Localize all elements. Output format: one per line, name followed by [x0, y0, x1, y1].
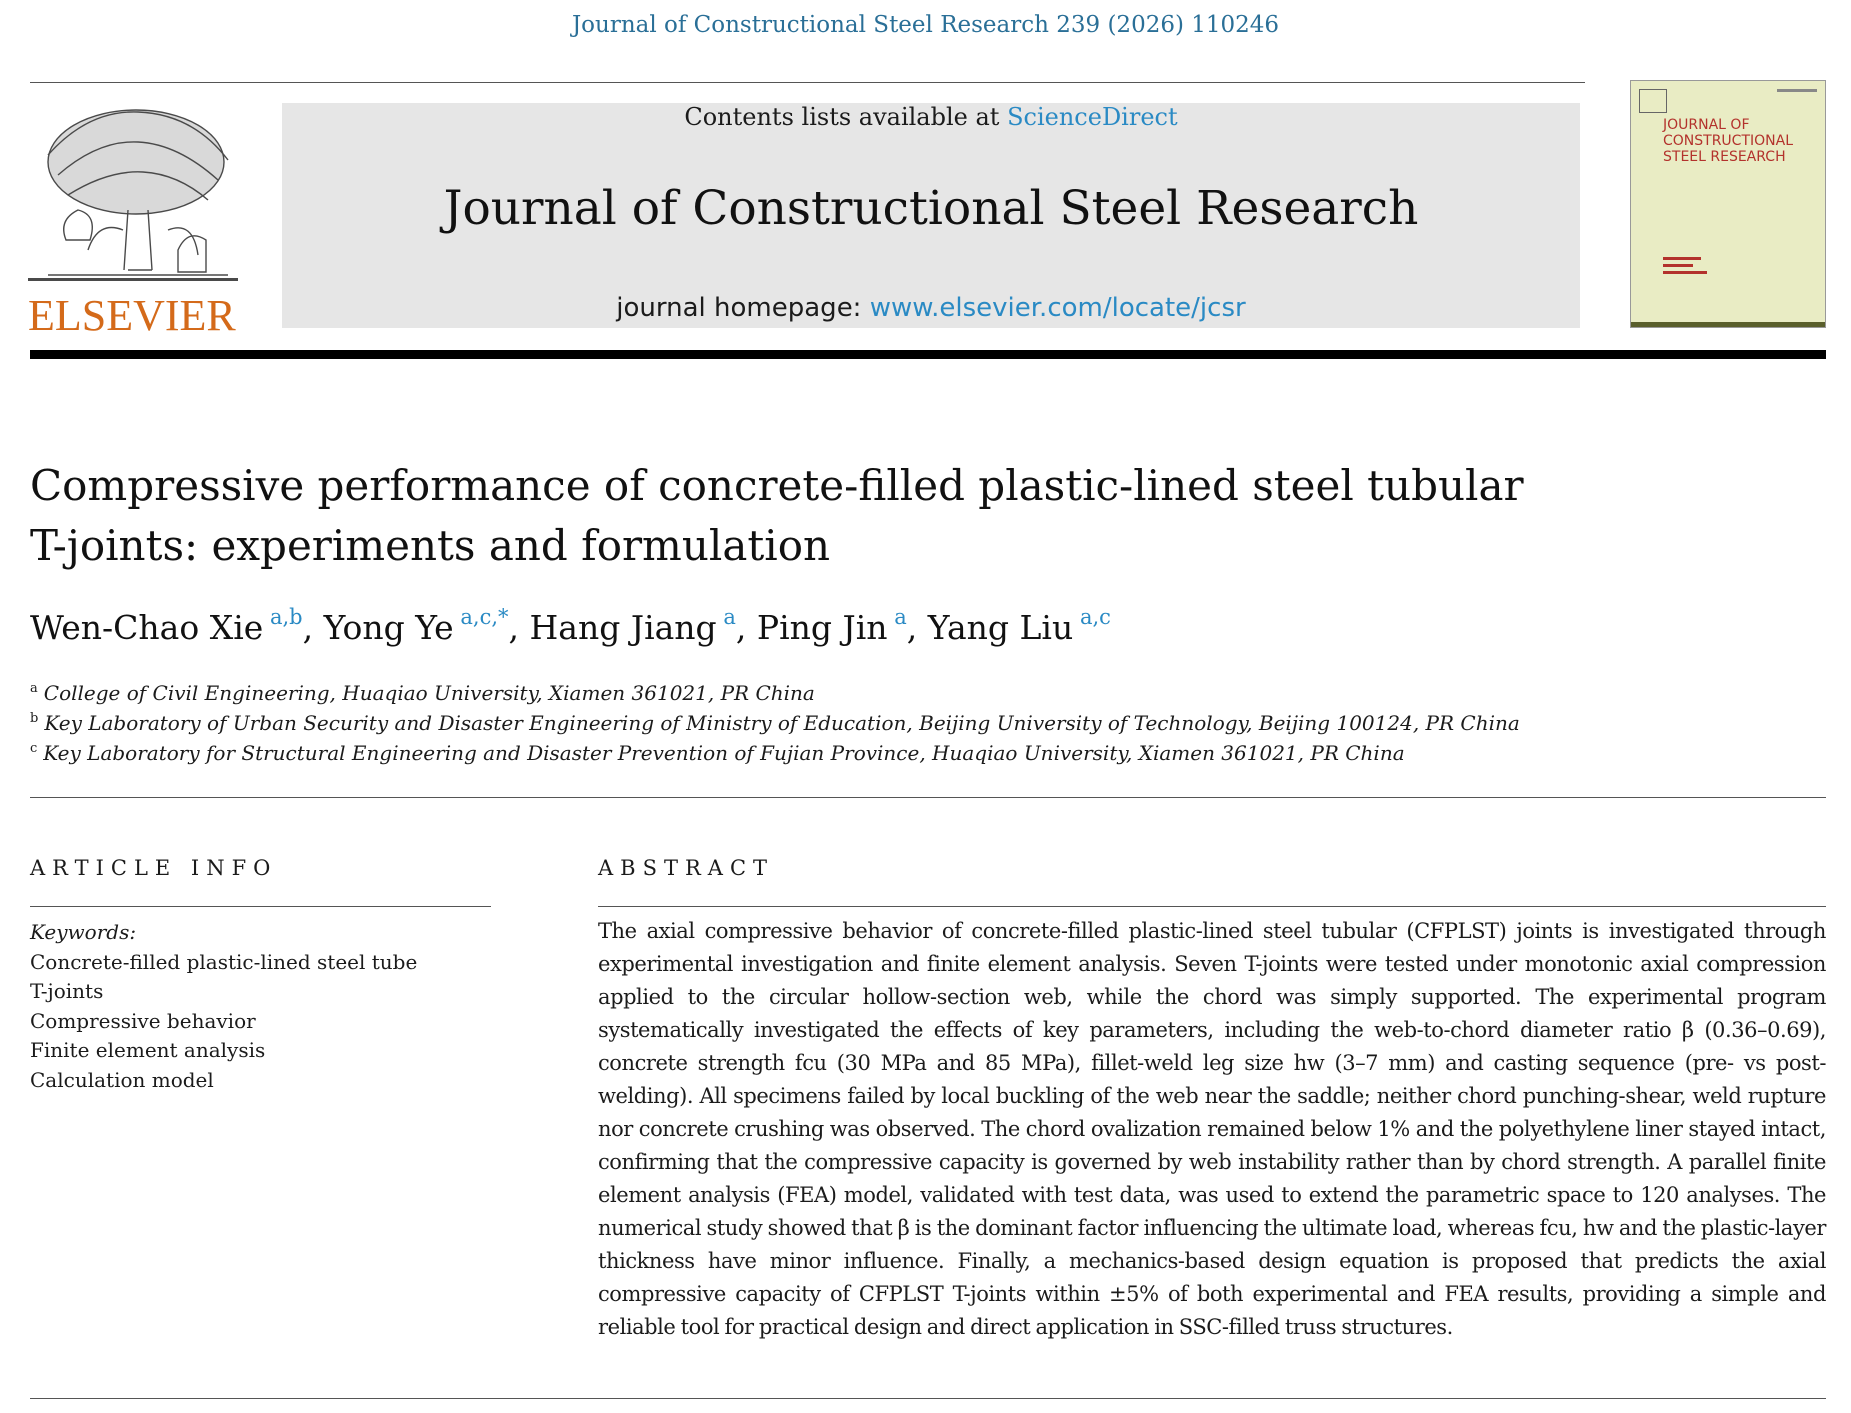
affiliation-text: Key Laboratory for Structural Engineering and Disaster Prevention of Fujian Province, Huaqiao University, Xiamen 361021, PR China	[43, 741, 1405, 765]
article-info-heading: ARTICLE INFO	[30, 856, 278, 880]
abstract-heading: ABSTRACT	[598, 856, 775, 880]
affiliations-divider	[30, 797, 1826, 798]
elsevier-logo[interactable]	[28, 100, 238, 340]
affiliation-mark: b	[30, 711, 39, 726]
article-info-rule	[30, 906, 491, 907]
cover-elsevier-icon	[1639, 89, 1667, 113]
keyword-item[interactable]: T-joints	[30, 979, 104, 1003]
cover-title: JOURNAL OF CONSTRUCTIONAL STEEL RESEARCH	[1663, 117, 1794, 165]
affiliation-mark: a	[30, 681, 38, 696]
journal-title: Journal of Constructional Steel Research	[443, 181, 1419, 236]
author-name[interactable]: Hang Jiang	[529, 608, 717, 647]
keywords-block	[30, 918, 500, 1095]
affiliation-list	[30, 678, 1590, 768]
author-name[interactable]: Wen-Chao Xie	[30, 608, 264, 647]
affiliation-item	[30, 678, 1590, 708]
author-affiliation-marks[interactable]: a,b	[269, 605, 303, 629]
paper-title-line-2: T-joints: experiments and formulation	[30, 521, 831, 570]
contents-prefix: Contents lists available at	[684, 103, 1008, 131]
homepage-prefix: journal homepage:	[616, 293, 870, 323]
abstract-rule	[598, 906, 1826, 907]
keyword-item[interactable]: Concrete-filled plastic-lined steel tube	[30, 949, 418, 974]
keywords-label: Keywords:	[30, 920, 137, 944]
abstract-text: The axial compressive behavior of concrete-filled plastic-lined steel tubular (CFPLST) joints is investigated through experimental investigation and finite element analysis. Seven T-joints were tested under monotonic axial compression applied to the circular hollow-section web, while the chord was simply supported. The experimental program systematically investigated the effects of key parameters, including the web-to-chord diameter ratio β (0.36–0.69), concrete strength fcu (30 MPa and 85 MPa), fillet-weld leg size hw (3–7 mm) and casting sequence (pre- vs post-welding). All specimens failed by local buckling of the web near the saddle; neither chord punching-shear, weld rupture nor concrete crushing was observed. The chord ovalization remained below 1% and the polyethylene liner stayed intact, confirming that the compressive capacity is governed by web instability rather than by chord strength. A parallel finite element analysis (FEA) model, validated with test data, was used to extend the parametric space to 120 analyses. The numerical study showed that β is the dominant factor influencing the ultimate load, whereas fcu, hw and the plastic-layer thickness have minor influence. Finally, a mechanics-based design equation is proposed that predicts the axial compressive capacity of CFPLST T-joints within ±5% of both experimental and FEA results, providing a simple and reliable tool for practical design and direct application in SSC-filled truss structures.	[598, 919, 1826, 1339]
affiliation-text: College of Civil Engineering, Huaqiao University, Xiamen 361021, PR China	[43, 681, 815, 705]
elsevier-tree-icon	[28, 100, 238, 290]
header-top-rule	[30, 82, 1585, 83]
keyword-item[interactable]: Finite element analysis	[30, 1038, 266, 1062]
author-affiliation-marks[interactable]: a,c,*	[460, 605, 509, 629]
author-affiliation-marks[interactable]: a	[894, 605, 907, 629]
author-name[interactable]: Ping Jin	[756, 608, 888, 647]
journal-cover-thumbnail[interactable]	[1630, 80, 1826, 328]
homepage-link[interactable]: www.elsevier.com/locate/jcsr	[869, 293, 1246, 323]
header-bottom-rule	[30, 350, 1826, 359]
keyword-item[interactable]: Calculation model	[30, 1067, 214, 1092]
author-list: Wen-Chao Xie $^{a,b}$, Yong Ye $^{a,c,*}$, Hang Jiang $^a$, Ping Jin $^a$, Yang Liu $^{a,c}$	[30, 605, 1111, 647]
contents-line	[282, 103, 1580, 131]
keyword-item[interactable]: Compressive behavior	[30, 1008, 256, 1033]
affiliation-text: Key Laboratory of Urban Security and Disaster Engineering of Ministry of Education, Beijing University of Technology, Beijing 100124, PR China	[44, 711, 1520, 735]
journal-citation[interactable]	[0, 12, 1851, 38]
publisher-wordmark: ELSEVIER	[28, 291, 236, 340]
cover-issn-mark	[1777, 89, 1817, 92]
author-affiliation-marks[interactable]: a,c	[1079, 605, 1111, 629]
journal-banner	[282, 103, 1580, 328]
paper-title-line-1: Compressive performance of concrete-filled plastic-lined steel tubular	[30, 461, 1524, 510]
paper-title	[30, 456, 1590, 576]
author-affiliation-marks[interactable]: a	[723, 605, 736, 629]
author-name[interactable]: Yang Liu	[927, 608, 1074, 647]
cover-editors	[1663, 253, 1813, 274]
affiliation-mark: c	[30, 741, 38, 756]
abstract-bottom-rule	[30, 1398, 1826, 1399]
affiliation-item	[30, 738, 1590, 768]
citation-link[interactable]: Journal of Constructional Steel Research 239 (2026) 110246	[571, 12, 1280, 38]
affiliation-item	[30, 708, 1590, 738]
homepage-line	[282, 293, 1580, 323]
author-name[interactable]: Yong Ye	[323, 608, 454, 647]
sciencedirect-link[interactable]: ScienceDirect	[1007, 103, 1178, 131]
cover-bottom-bar	[1631, 322, 1825, 327]
